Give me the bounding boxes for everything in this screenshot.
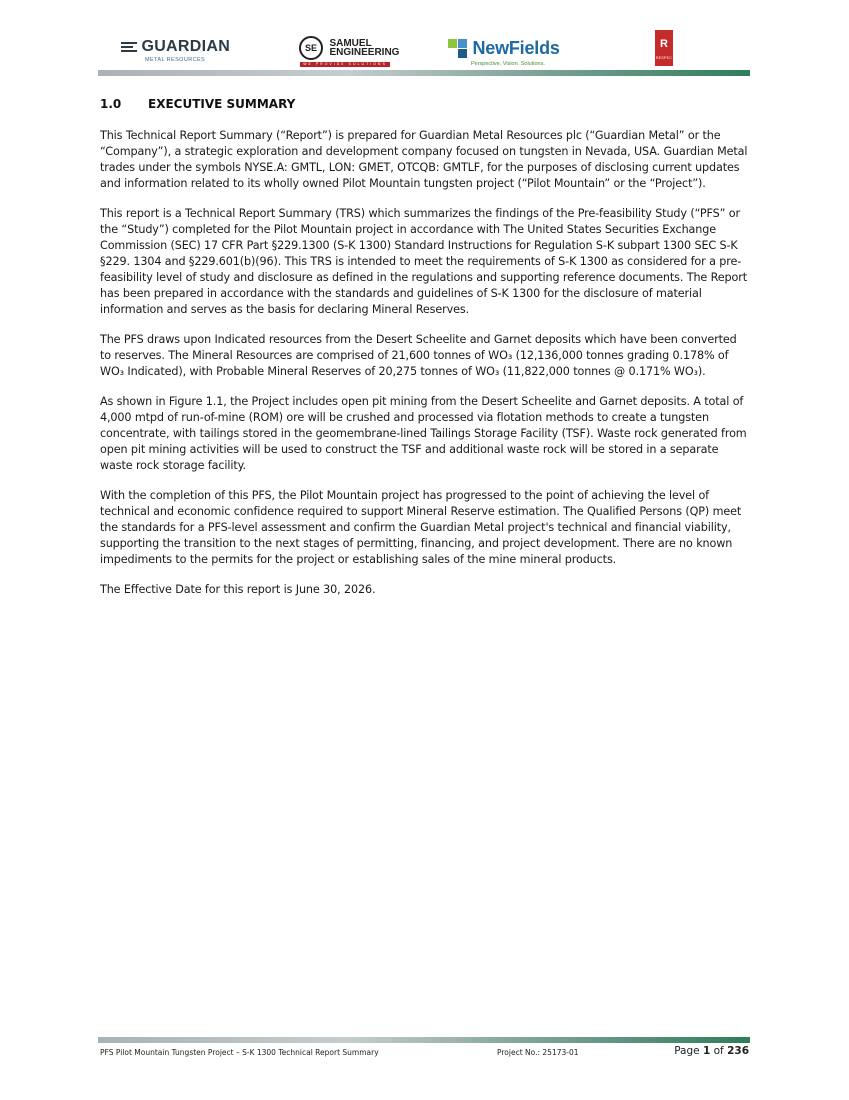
header-divider <box>98 70 750 76</box>
newfields-logo-text: NewFields <box>472 38 560 58</box>
paragraph-resources-reserves: The PFS draws upon Indicated resources from the Desert Scheelite and Garnet deposits which have been converted to reserves. The Mineral Resources are comprised of 21,600 tonnes of WO₃ (12,136,000 tonnes grading 0.178% of WO₃ Indicated), with Probable Mineral Reserves of 20,275 tonnes of WO₃ (11,822,000 tonnes @ 0.171% WO₃). <box>100 333 737 378</box>
section-number: 1.0 <box>100 97 122 111</box>
section-heading <box>100 97 750 111</box>
paragraph-intro: This Technical Report Summary (“Report”) is prepared for Guardian Metal Resources plc (“Guardian Metal” or the “Company”), a strategic exploration and development company focused on tungsten in Nevada, USA. Guardian Metal trades under the symbols NYSE.A: GMTL, LON: GMET, OTCQB: GMTLF, for the purposes of disclosing current updates and information related to its wholly owned Pilot Mountain tungsten project (“Pilot Mountain” or the “Project”). <box>100 129 748 190</box>
page-current: 1 <box>702 1045 711 1057</box>
paragraph-project-description: As shown in Figure 1.1, the Project includes open pit mining from the Desert Scheelite and Garnet deposits. A total of 4,000 mtpd of run-of-mine (ROM) ore will be crushed and processed via flotation methods to create a tungsten concentrate, with tailings stored in the geomembrane-lined Tailings Storage Facility (TSF). Waste rock generated from open pit mining activities will be used to construct the TSF and additional waste rock will be stored in a separate waste rock storage facility. <box>100 395 747 472</box>
samuel-engineering-tagline: WE PROVIDE SOLUTIONS <box>300 62 390 67</box>
footer-project-number: Project No.: 25173-01 <box>497 1048 579 1057</box>
paragraph-pfs-conclusion: With the completion of this PFS, the Pilot Mountain project has progressed to the point of achieving the level of technical and economic confidence required to support Mineral Reserve estimation. The Qualified Persons (QP) meet the standards for a PFS-level assessment and confirm the Guardian Metal project's technical and financial viability, supporting the transition to the next stages of permitting, financing, and project development. There are no known impediments to the permits for the project or establishing sales of the mine mineral products. <box>100 489 742 566</box>
guardian-logo-subtext: METAL RESOURCES <box>145 57 206 64</box>
respec-logo-text: RESPEC <box>655 56 673 60</box>
page-prefix: Page <box>674 1045 700 1057</box>
paragraph-effective-date: The Effective Date for this report is June 30, 2026. <box>100 583 376 596</box>
samuel-engineering-logo <box>299 36 400 66</box>
respec-logo <box>655 30 673 66</box>
newfields-mark-icon <box>448 39 468 59</box>
page-total: 236 <box>727 1045 749 1057</box>
samuel-engineering-logo-text <box>329 39 399 57</box>
newfields-logo <box>448 38 560 67</box>
footer-document-title: PFS Pilot Mountain Tungsten Project – S-K 1300 Technical Report Summary <box>100 1048 379 1057</box>
paragraph-trs-scope: This report is a Technical Report Summary (TRS) which summarizes the findings of the Pre-feasibility Study (“PFS” or the “Study”) completed for the Pilot Mountain project in accordance with The United States Securities Exchange Commission (SEC) 17 CFR Part §229.1300 (S-K 1300) Standard Instructions for Regulation S-K subpart 1300 SEC S-K §229. 1304 and §229.601(b)(96). This TRS is intended to meet the requirements of S-K 1300 as considered for a pre-feasibility level of study and disclosure as defined in the regulations and supporting reference documents. The Report has been prepared in accordance with the standards and guidelines of S-K 1300 for the disclosure of material information and serves as the basis for declaring Mineral Reserves. <box>100 207 747 316</box>
respec-mark-icon: R <box>660 38 668 50</box>
footer-divider <box>98 1037 750 1043</box>
section-title: EXECUTIVE SUMMARY <box>148 97 296 111</box>
footer-page-number <box>674 1045 749 1057</box>
samuel-engineering-line2: ENGINEERING <box>329 47 400 58</box>
page-of: of <box>713 1045 724 1057</box>
samuel-engineering-mark-icon: SE <box>299 36 323 60</box>
guardian-logo-text: GUARDIAN <box>141 38 231 55</box>
newfields-tagline: Perspective. Vision. Solutions. <box>471 61 545 67</box>
guardian-logo <box>121 38 230 63</box>
samuel-engineering-line1: SAMUEL <box>329 38 372 49</box>
guardian-mark-icon <box>121 40 137 54</box>
document-body <box>100 97 750 612</box>
